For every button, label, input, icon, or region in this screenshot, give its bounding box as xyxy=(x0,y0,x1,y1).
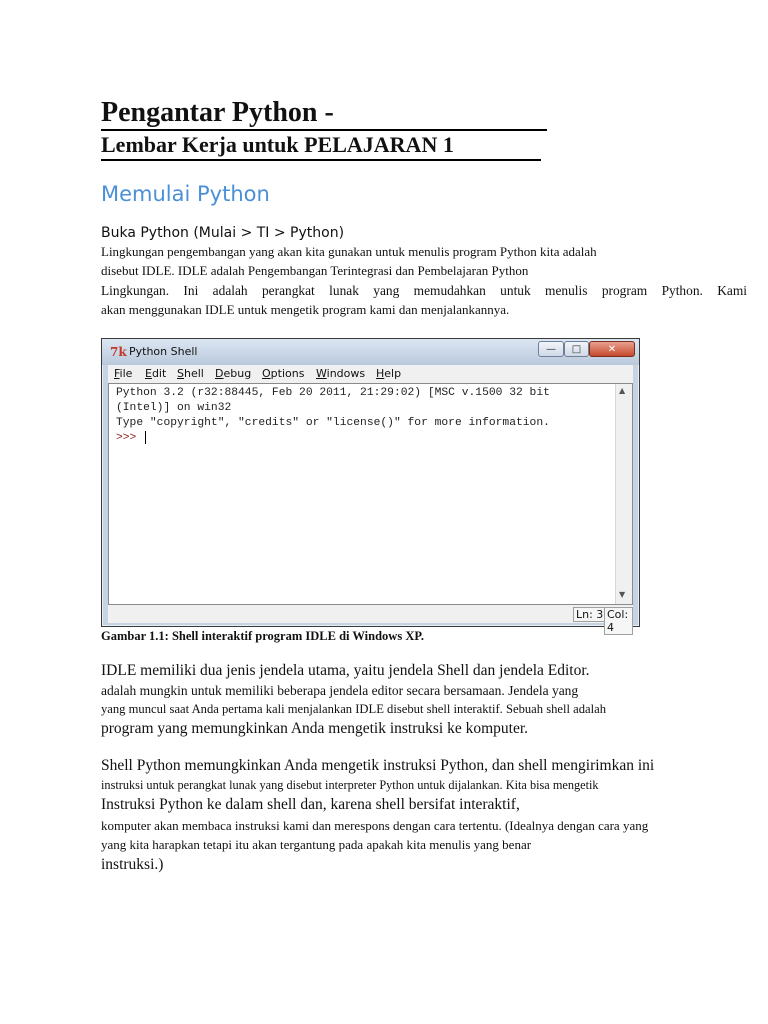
figure-caption: Gambar 1.1: Shell interaktif program IDLE di Windows XP. xyxy=(101,629,424,643)
menu-help[interactable]: Help xyxy=(376,367,402,380)
status-column: Col: 4 xyxy=(604,607,633,635)
para3-line-3: Instruksi Python ke dalam shell dan, karena shell bersifat interaktif, xyxy=(101,796,520,813)
close-button[interactable]: ✕ xyxy=(589,341,635,357)
section-subheading: Buka Python (Mulai > TI > Python) xyxy=(101,225,345,241)
document-subtitle: Lembar Kerja untuk PELAJARAN 1 xyxy=(101,131,541,161)
section-heading: Memulai Python xyxy=(101,182,270,206)
para2-line-4: program yang memungkinkan Anda mengetik instruksi ke komputer. xyxy=(101,720,529,737)
console-line-3: Type "copyright", "credits" or "license()" for more information. xyxy=(116,417,550,429)
scroll-up-icon[interactable]: ▲ xyxy=(619,386,626,395)
document-title: Pengantar Python - xyxy=(101,97,547,131)
para2-line-2: adalah mungkin untuk memiliki beberapa jendela editor secara bersamaan. Jendela yang xyxy=(101,683,579,698)
idle-app-icon: 7k xyxy=(110,345,127,359)
para2-line-1: IDLE memiliki dua jenis jendela utama, yaitu jendela Shell dan jendela Editor. xyxy=(101,662,590,679)
intro-line-1: Lingkungan pengembangan yang akan kita gunakan untuk menulis program Python kita adalah xyxy=(101,244,597,259)
intro-line-3: Lingkungan. Ini adalah perangkat lunak yang memudahkan untuk menulis program Python. Kami xyxy=(101,283,747,298)
menu-shell[interactable]: Shell xyxy=(177,367,204,380)
status-bar xyxy=(108,605,633,634)
console-line-1: Python 3.2 (r32:88445, Feb 20 2011, 21:29:02) [MSC v.1500 32 bit xyxy=(116,387,550,399)
para2-line-3: yang muncul saat Anda pertama kali menjalankan IDLE disebut shell interaktif. Sebuah shell adalah xyxy=(101,702,606,716)
status-line: Ln: 3 xyxy=(573,607,606,622)
para3-line-1: Shell Python memungkinkan Anda mengetik instruksi Python, dan shell mengirimkan ini xyxy=(101,757,655,774)
intro-line-4: akan menggunakan IDLE untuk mengetik program kami dan menjalankannya. xyxy=(101,302,510,317)
menu-windows[interactable]: Windows xyxy=(316,367,366,380)
menu-file[interactable]: File xyxy=(114,367,133,380)
para3-line-4: komputer akan membaca instruksi kami dan merespons dengan cara tertentu. (Idealnya dengan cara yang xyxy=(101,818,649,833)
menu-edit[interactable]: Edit xyxy=(145,367,167,380)
intro-line-2: disebut IDLE. IDLE adalah Pengembangan Terintegrasi dan Pembelajaran Python xyxy=(101,263,529,278)
vertical-scrollbar[interactable] xyxy=(615,384,632,604)
menu-debug[interactable]: Debug xyxy=(215,367,252,380)
menu-options[interactable]: Options xyxy=(262,367,305,380)
window-titlebar xyxy=(102,339,639,365)
shell-text-area[interactable] xyxy=(108,383,633,605)
text-cursor xyxy=(145,431,146,444)
maximize-button[interactable]: □ xyxy=(564,341,589,357)
scroll-down-icon[interactable]: ▼ xyxy=(619,590,626,599)
menu-bar xyxy=(108,365,633,383)
window-title: Python Shell xyxy=(129,345,198,358)
python-shell-window xyxy=(101,338,640,634)
console-line-2: (Intel)] on win32 xyxy=(116,402,232,414)
para3-line-5: yang kita harapkan tetapi itu akan tergantung pada apakah kita menulis yang benar xyxy=(101,837,532,852)
minimize-button[interactable]: — xyxy=(538,341,564,357)
para3-line-6: instruksi.) xyxy=(101,856,164,873)
shell-prompt: >>> xyxy=(116,432,137,444)
para3-line-2: instruksi untuk perangkat lunak yang disebut interpreter Python untuk dijalankan. Kita bisa mengetik xyxy=(101,778,599,792)
